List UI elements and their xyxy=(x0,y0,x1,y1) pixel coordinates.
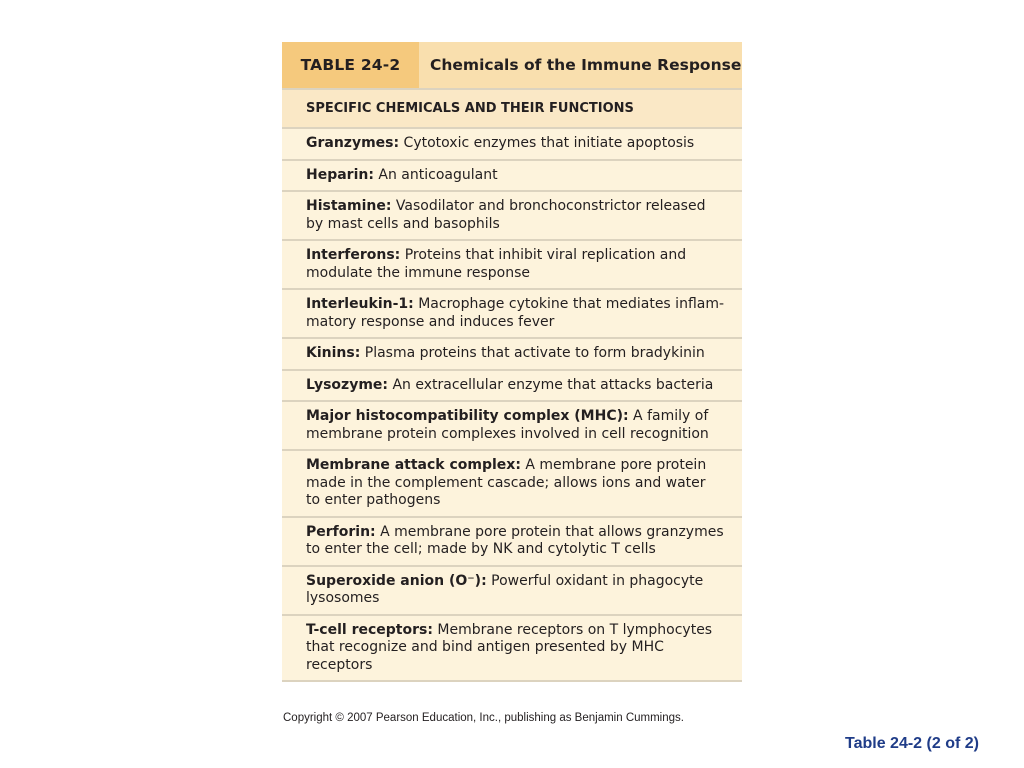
copyright-notice: Copyright © 2007 Pearson Education, Inc., publishing as Benjamin Cummings. xyxy=(283,712,684,724)
row-term: Heparin: xyxy=(306,166,374,183)
row-description: Membrane receptors on T lymphocytes that recognize and bind antigen presented by MHC receptors xyxy=(306,621,713,673)
row-term: Granzymes: xyxy=(306,135,400,151)
table-row xyxy=(282,402,742,451)
row-description: Macrophage cytokine that mediates inflam- matory response and induces fever xyxy=(306,296,725,330)
row-description: A family of membrane protein complexes involved in cell recognition xyxy=(306,408,709,442)
row-term: Perforin: xyxy=(306,523,376,540)
table-row xyxy=(282,161,742,193)
table-row xyxy=(282,371,742,403)
row-description: A membrane pore protein made in the complement cascade; allows ions and water to enter pathogens xyxy=(306,457,707,508)
row-description: Plasma proteins that activate to form bradykinin xyxy=(360,345,705,361)
row-description: An extracellular enzyme that attacks bacteria xyxy=(388,376,714,393)
row-description: Cytotoxic enzymes that initiate apoptosis xyxy=(399,135,695,151)
row-term: Interleukin-1: xyxy=(306,296,414,312)
row-term: Interferons: xyxy=(306,247,401,263)
table-row xyxy=(282,567,742,616)
row-term: T-cell receptors: xyxy=(306,621,433,638)
table-row xyxy=(282,339,742,371)
table-number: TABLE 24-2 xyxy=(282,42,419,88)
table-row xyxy=(282,241,742,290)
row-description: A membrane pore protein that allows granzymes to enter the cell; made by NK and cytolytic T cells xyxy=(306,523,724,557)
chemicals-table xyxy=(282,42,742,682)
table-header xyxy=(282,42,742,90)
row-description: An anticoagulant xyxy=(373,166,498,183)
row-description: Powerful oxidant in phagocyte lysosomes xyxy=(306,572,704,606)
row-term: Major histocompatibility complex (MHC): xyxy=(306,408,629,424)
table-row xyxy=(282,129,742,161)
row-term: Histamine: xyxy=(306,198,392,214)
table-row xyxy=(282,518,742,567)
row-description: Proteins that inhibit viral replication and modulate the immune response xyxy=(306,247,687,281)
row-term: Membrane attack complex: xyxy=(306,457,521,473)
slide-caption: Table 24-2 (2 of 2) xyxy=(845,735,979,752)
table-row xyxy=(282,451,742,518)
row-description: Vasodilator and bronchoconstrictor released by mast cells and basophils xyxy=(306,198,706,232)
section-heading: SPECIFIC CHEMICALS AND THEIR FUNCTIONS xyxy=(282,90,742,129)
row-term: Lysozyme: xyxy=(306,376,389,393)
row-term: Kinins: xyxy=(306,345,361,361)
row-term: Superoxide anion (O⁻): xyxy=(306,572,487,589)
table-row xyxy=(282,192,742,241)
table-row xyxy=(282,616,742,683)
table-row xyxy=(282,290,742,339)
table-title: Chemicals of the Immune Response xyxy=(419,42,742,88)
